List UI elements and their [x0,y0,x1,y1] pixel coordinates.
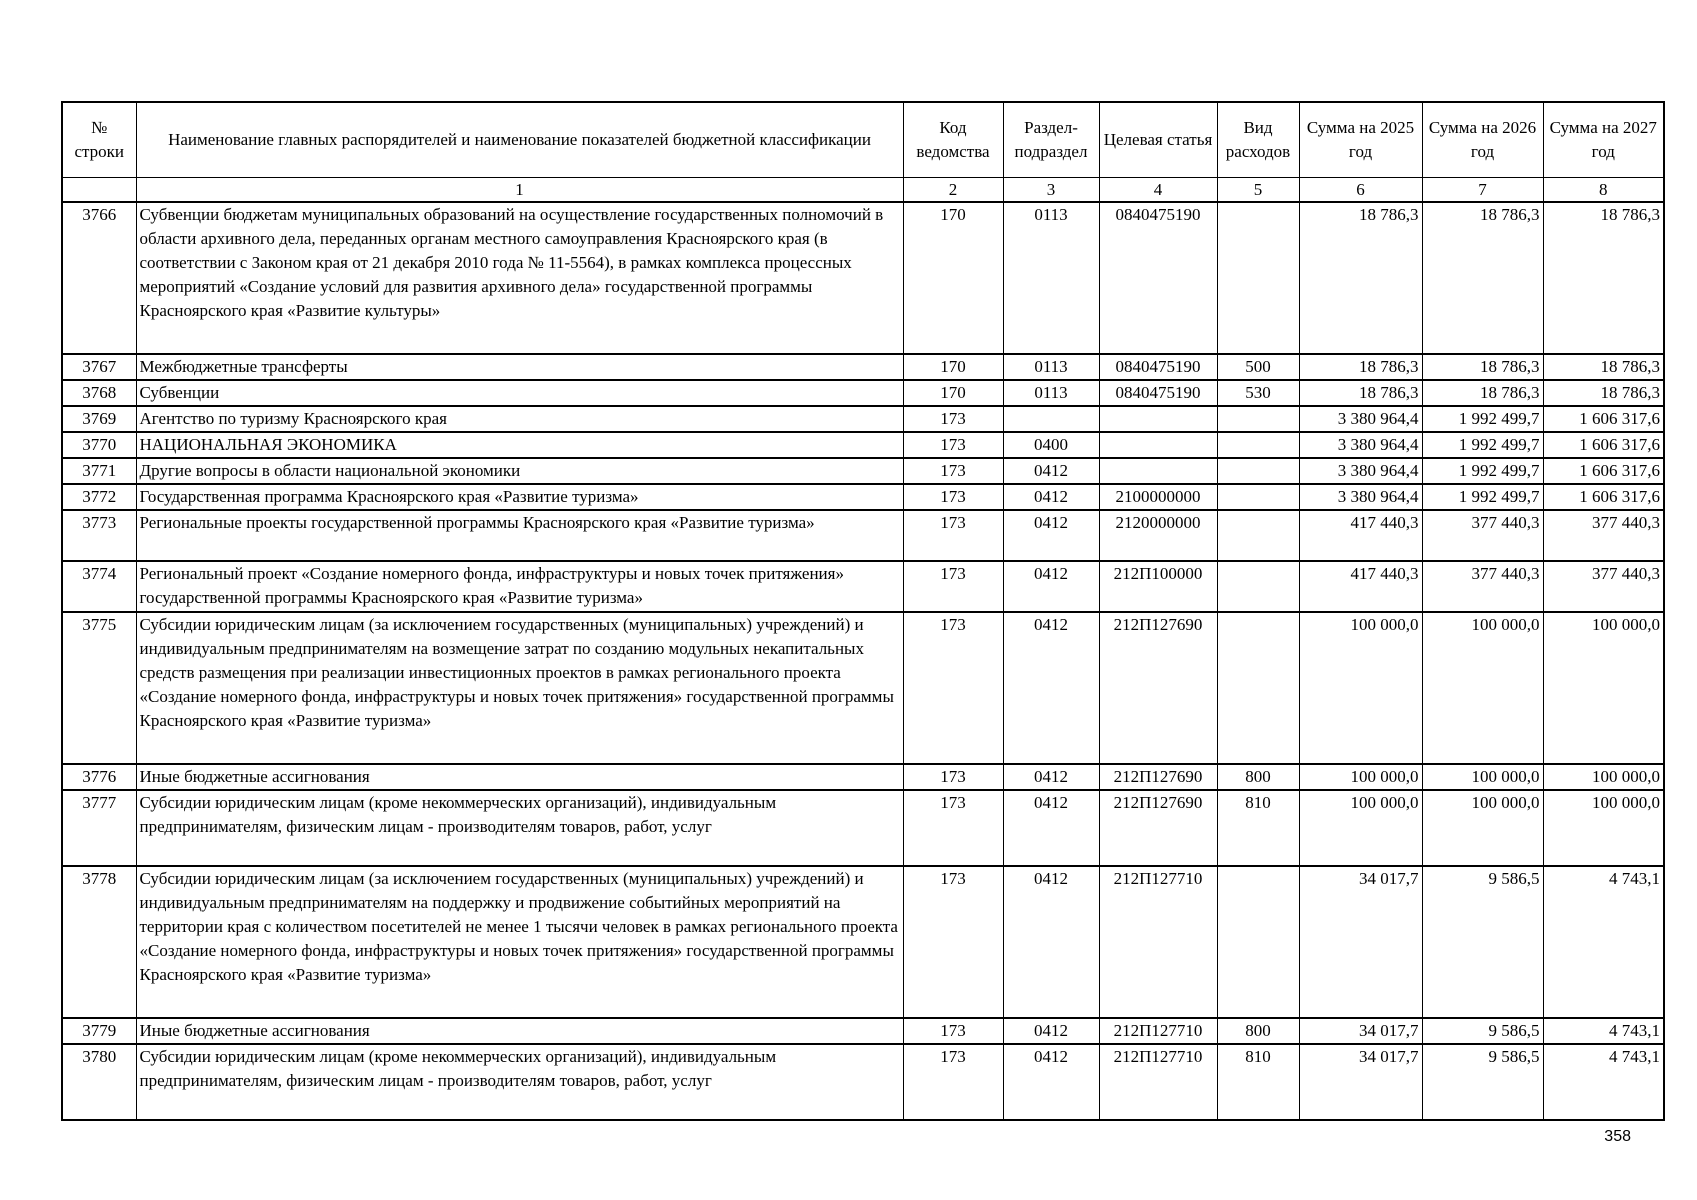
row-sum-2027: 1 606 317,6 [1543,458,1664,484]
table-row [62,354,1664,380]
col-header-line: № строки [62,102,136,178]
col-header-name: Наименование главных распорядителей и наименование показателей бюджетной классификации [136,102,903,178]
row-line-number: 3779 [62,1018,136,1044]
row-sum-2027: 18 786,3 [1543,354,1664,380]
table-row [62,406,1664,432]
row-target-code: 2120000000 [1099,510,1217,561]
row-target-code: 0840475190 [1099,380,1217,406]
row-expense-type [1217,510,1299,561]
table-row [62,764,1664,790]
row-sum-2025: 34 017,7 [1299,1018,1422,1044]
row-sum-2026: 9 586,5 [1422,1018,1543,1044]
row-name: Субсидии юридическим лицам (за исключением государственных (муниципальных) учреждений) и индивидуальным предпринимателям на возмещение затрат по созданию модульных некапитальных средств размещения при реализации инвестиционных проектов в рамках регионального проекта «Создание номерного фонда, инфраструктуры и новых точек притяжения» государственной программы Красноярского края «Развитие туризма» [136,612,903,764]
row-target-code: 212П127710 [1099,866,1217,1018]
row-sum-2027: 18 786,3 [1543,380,1664,406]
row-sum-2027: 4 743,1 [1543,1044,1664,1120]
table-row [62,484,1664,510]
col-header-sum-2025: Сумма на 2025 год [1299,102,1422,178]
row-name: Субсидии юридическим лицам (кроме некоммерческих организаций), индивидуальным предпринимателям, физическим лицам - производителям товаров, работ, услуг [136,1044,903,1120]
row-expense-type [1217,202,1299,354]
row-name: Другие вопросы в области национальной экономики [136,458,903,484]
row-sum-2025: 3 380 964,4 [1299,432,1422,458]
row-section-code: 0412 [1003,561,1099,612]
row-target-code: 212П127690 [1099,764,1217,790]
row-sum-2025: 417 440,3 [1299,510,1422,561]
row-section-code: 0113 [1003,202,1099,354]
row-sum-2025: 100 000,0 [1299,612,1422,764]
row-sum-2027: 100 000,0 [1543,764,1664,790]
row-name: Государственная программа Красноярского края «Развитие туризма» [136,484,903,510]
row-expense-type: 810 [1217,1044,1299,1120]
col-header-dept: Код ведомства [903,102,1003,178]
col-header-target: Целевая статья [1099,102,1217,178]
row-expense-type: 810 [1217,790,1299,866]
row-line-number: 3766 [62,202,136,354]
col-header-sum-2027: Сумма на 2027 год [1543,102,1664,178]
header-row [62,102,1664,178]
row-sum-2025: 34 017,7 [1299,866,1422,1018]
row-sum-2025: 3 380 964,4 [1299,484,1422,510]
row-sum-2025: 18 786,3 [1299,380,1422,406]
row-expense-type [1217,458,1299,484]
row-sum-2025: 34 017,7 [1299,1044,1422,1120]
row-sum-2026: 377 440,3 [1422,510,1543,561]
row-expense-type [1217,432,1299,458]
row-line-number: 3776 [62,764,136,790]
row-target-code: 0840475190 [1099,202,1217,354]
row-name: Субсидии юридическим лицам (кроме некоммерческих организаций), индивидуальным предпринимателям, физическим лицам - производителям товаров, работ, услуг [136,790,903,866]
col-number [62,178,136,203]
table-row [62,1018,1664,1044]
row-name: Региональный проект «Создание номерного фонда, инфраструктуры и новых точек притяжения» государственной программы Красноярского края «Развитие туризма» [136,561,903,612]
row-dept-code: 170 [903,380,1003,406]
row-sum-2025: 3 380 964,4 [1299,406,1422,432]
row-sum-2025: 100 000,0 [1299,764,1422,790]
row-section-code: 0113 [1003,380,1099,406]
table-row [62,202,1664,354]
row-line-number: 3773 [62,510,136,561]
row-target-code: 212П127710 [1099,1044,1217,1120]
row-section-code: 0412 [1003,612,1099,764]
row-name: Агентство по туризму Красноярского края [136,406,903,432]
row-dept-code: 170 [903,354,1003,380]
row-line-number: 3778 [62,866,136,1018]
row-name: Региональные проекты государственной программы Красноярского края «Развитие туризма» [136,510,903,561]
row-sum-2027: 18 786,3 [1543,202,1664,354]
table-row [62,458,1664,484]
row-dept-code: 173 [903,612,1003,764]
col-number: 2 [903,178,1003,203]
col-header-sum-2026: Сумма на 2026 год [1422,102,1543,178]
row-sum-2026: 18 786,3 [1422,380,1543,406]
table-row [62,1044,1664,1120]
row-dept-code: 173 [903,458,1003,484]
row-dept-code: 173 [903,561,1003,612]
row-expense-type [1217,866,1299,1018]
row-sum-2025: 18 786,3 [1299,354,1422,380]
row-dept-code: 173 [903,510,1003,561]
table-row [62,790,1664,866]
row-sum-2026: 18 786,3 [1422,202,1543,354]
row-target-code [1099,458,1217,484]
col-number: 6 [1299,178,1422,203]
row-target-code: 212П127690 [1099,612,1217,764]
row-sum-2025: 100 000,0 [1299,790,1422,866]
table-row [62,866,1664,1018]
table-row [62,561,1664,612]
row-line-number: 3767 [62,354,136,380]
row-dept-code: 173 [903,866,1003,1018]
row-name: Субсидии юридическим лицам (за исключением государственных (муниципальных) учреждений) и индивидуальным предпринимателям на поддержку и продвижение событийных мероприятий на территории края с количеством посетителей не менее 1 тысячи человек в рамках регионального проекта «Создание номерного фонда, инфраструктуры и новых точек притяжения» государственной программы Красноярского края «Развитие туризма» [136,866,903,1018]
row-expense-type: 500 [1217,354,1299,380]
table-row [62,510,1664,561]
table-row [62,380,1664,406]
row-sum-2027: 100 000,0 [1543,790,1664,866]
row-section-code: 0412 [1003,510,1099,561]
row-section-code: 0113 [1003,354,1099,380]
col-number: 5 [1217,178,1299,203]
row-sum-2026: 100 000,0 [1422,612,1543,764]
row-section-code [1003,406,1099,432]
row-expense-type [1217,484,1299,510]
row-sum-2027: 1 606 317,6 [1543,406,1664,432]
page-number: 358 [1604,1128,1631,1145]
row-expense-type [1217,561,1299,612]
row-line-number: 3777 [62,790,136,866]
row-line-number: 3780 [62,1044,136,1120]
budget-table [61,101,1665,1121]
row-sum-2026: 1 992 499,7 [1422,484,1543,510]
row-name: Иные бюджетные ассигнования [136,1018,903,1044]
table-row [62,612,1664,764]
row-section-code: 0412 [1003,484,1099,510]
col-number: 8 [1543,178,1664,203]
row-target-code: 212П127690 [1099,790,1217,866]
col-number: 4 [1099,178,1217,203]
row-dept-code: 173 [903,432,1003,458]
row-sum-2027: 1 606 317,6 [1543,484,1664,510]
row-expense-type: 800 [1217,764,1299,790]
row-sum-2026: 1 992 499,7 [1422,432,1543,458]
row-line-number: 3769 [62,406,136,432]
row-sum-2027: 100 000,0 [1543,612,1664,764]
row-name: Субвенции бюджетам муниципальных образований на осуществление государственных полномочий в области архивного дела, переданных органам местного самоуправления Красноярского края (в соответствии с Законом края от 21 декабря 2010 года № 11-5564), в рамках комплекса процессных мероприятий «Создание условий для развития архивного дела» государственной программы Красноярского края «Развитие культуры» [136,202,903,354]
row-target-code [1099,432,1217,458]
row-dept-code: 173 [903,790,1003,866]
row-target-code: 212П100000 [1099,561,1217,612]
row-sum-2026: 100 000,0 [1422,764,1543,790]
row-sum-2026: 377 440,3 [1422,561,1543,612]
row-target-code [1099,406,1217,432]
row-section-code: 0412 [1003,1044,1099,1120]
row-line-number: 3770 [62,432,136,458]
row-sum-2027: 377 440,3 [1543,561,1664,612]
row-section-code: 0412 [1003,764,1099,790]
row-sum-2027: 1 606 317,6 [1543,432,1664,458]
row-name: Иные бюджетные ассигнования [136,764,903,790]
row-sum-2025: 417 440,3 [1299,561,1422,612]
col-header-section: Раздел-подраздел [1003,102,1099,178]
row-sum-2027: 377 440,3 [1543,510,1664,561]
row-section-code: 0400 [1003,432,1099,458]
row-section-code: 0412 [1003,1018,1099,1044]
row-sum-2025: 3 380 964,4 [1299,458,1422,484]
col-header-type: Вид расходов [1217,102,1299,178]
table-body [62,202,1664,1120]
row-sum-2026: 9 586,5 [1422,1044,1543,1120]
row-section-code: 0412 [1003,790,1099,866]
column-number-row [62,178,1664,203]
table-row [62,432,1664,458]
row-target-code: 2100000000 [1099,484,1217,510]
row-expense-type: 800 [1217,1018,1299,1044]
row-target-code: 0840475190 [1099,354,1217,380]
row-sum-2026: 9 586,5 [1422,866,1543,1018]
row-sum-2026: 18 786,3 [1422,354,1543,380]
row-name: НАЦИОНАЛЬНАЯ ЭКОНОМИКА [136,432,903,458]
row-sum-2027: 4 743,1 [1543,1018,1664,1044]
row-dept-code: 170 [903,202,1003,354]
row-expense-type: 530 [1217,380,1299,406]
row-line-number: 3768 [62,380,136,406]
row-sum-2025: 18 786,3 [1299,202,1422,354]
row-sum-2026: 1 992 499,7 [1422,458,1543,484]
row-line-number: 3771 [62,458,136,484]
row-sum-2027: 4 743,1 [1543,866,1664,1018]
row-line-number: 3772 [62,484,136,510]
row-line-number: 3774 [62,561,136,612]
row-name: Субвенции [136,380,903,406]
row-line-number: 3775 [62,612,136,764]
row-sum-2026: 1 992 499,7 [1422,406,1543,432]
row-sum-2026: 100 000,0 [1422,790,1543,866]
row-target-code: 212П127710 [1099,1018,1217,1044]
col-number: 3 [1003,178,1099,203]
row-name: Межбюджетные трансферты [136,354,903,380]
col-number: 7 [1422,178,1543,203]
row-section-code: 0412 [1003,458,1099,484]
row-section-code: 0412 [1003,866,1099,1018]
row-dept-code: 173 [903,1044,1003,1120]
row-expense-type [1217,406,1299,432]
row-dept-code: 173 [903,406,1003,432]
row-dept-code: 173 [903,484,1003,510]
row-expense-type [1217,612,1299,764]
row-dept-code: 173 [903,764,1003,790]
row-dept-code: 173 [903,1018,1003,1044]
col-number: 1 [136,178,903,203]
